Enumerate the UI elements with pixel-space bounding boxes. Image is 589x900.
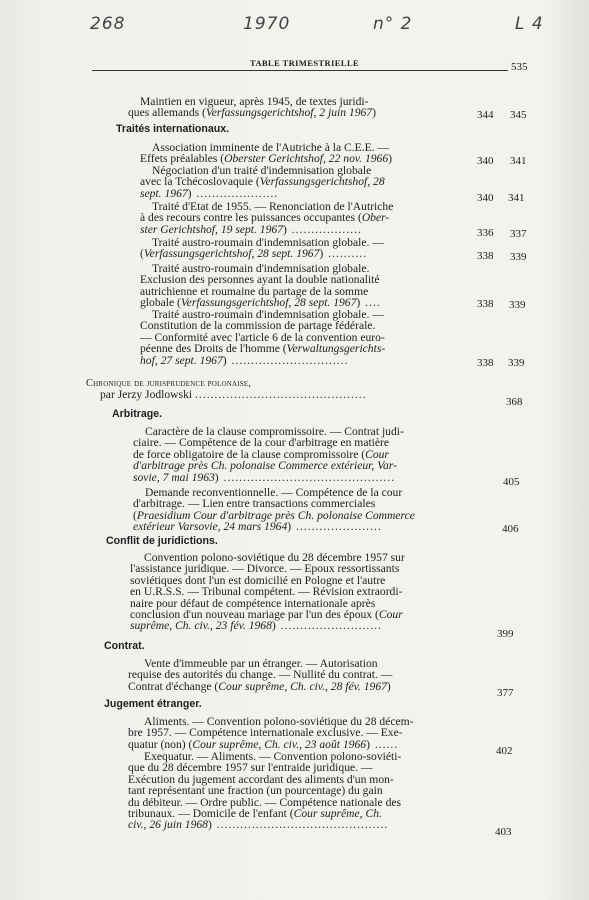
index-entry: Exequatur. — Aliments. — Convention polono-soviéti- que du 28 décembre 1957 sur l'entraide juridique. — Exécution du jugement accordant des aliments d'un mon- tant représentant une fraction (un pourcentage) du gain du débiteur. — Ordre public. — Compétence nationale des tribunaux. — Domicile de l'enfant (Cour suprême, Ch. civ., 26 juin 1968) ............................................ [128, 750, 402, 832]
index-entry: Demande reconventionnelle. — Compétence de la cour d'arbitrage. — Lien entre transactions commerciales (Praesidium Cour d'arbitrage près Ch. polonaise Commerce extérieur Varsovie, 24 mars 1964) ...................... [133, 486, 415, 534]
index-entry: Caractère de la clause compromissoire. — Contrat judi- ciaire. — Compétence de la cour d'arbitrage en matière de force obligatoire de la clause compromissoire (Cour d'arbitrage près Ch. polonaise Commerce extérieur, Var- sovie, 7 mai 1963) ............................................ [133, 425, 404, 484]
page-ref: 341 [510, 155, 527, 167]
index-entry: Traité d'Etat de 1955. — Renonciation de l'Autriche à des recours contre les puissances occupantes (Ober- ster Gerichtshof, 19 sept. 1967) .................. [140, 200, 394, 236]
page-ref: 377 [497, 687, 514, 699]
index-entry: Association imminente de l'Autriche à la C.E.E. — Effets préalables (Oberster Gerichtshof, 22 nov. 1966) [140, 141, 393, 166]
page-ref: 405 [503, 476, 520, 488]
handwritten-note-number: n° 2 [373, 14, 413, 34]
index-entry: Maintien en vigueur, après 1945, de textes juridi- ques allemands (Verfassungsgerichtshof, 2 juin 1967) [128, 95, 376, 120]
index-entry: Traité austro-roumain d'indemnisation globale. — Constitution de la commission de partage fédérale. — Conformité avec l'article 6 de la convention euro- péenne des Droits de l'homme (Verwaltungsgerichts- hof, 27 sept. 1967) .............................. [140, 308, 386, 367]
page-ref: 339 [509, 299, 526, 311]
page-number: 535 [511, 61, 528, 73]
page-ref: 337 [510, 228, 527, 240]
page-ref: 345 [510, 109, 527, 121]
index-entry: Vente d'immeuble par un étranger. — Autorisation requise des autorités du change. — Nullité du contrat. — Contrat d'échange (Cour suprême, Ch. civ., 28 fév. 1967) [128, 657, 393, 693]
page-ref: 406 [502, 523, 519, 535]
subheading: Conflit de juridictions. [106, 535, 218, 547]
page-ref: 344 [477, 109, 494, 121]
subheading: Arbitrage. [112, 408, 163, 420]
page-ref: 402 [496, 745, 513, 757]
page-ref: 336 [477, 227, 494, 239]
page-ref: 341 [508, 192, 525, 204]
handwritten-note-left: 268 [90, 14, 126, 34]
index-entry: Traité austro-roumain d'indemnisation globale. Exclusion des personnes ayant la double nationalité autrichienne et roumaine du partage de la somme globale (Verfassungsgerichtshof, 28 sept. 1967) .... [140, 262, 381, 310]
page-ref: 403 [495, 826, 512, 838]
page-ref: 340 [477, 155, 494, 167]
subheading: Traités internationaux. [116, 123, 230, 135]
index-entry: Convention polono-soviétique du 28 décembre 1957 sur l'assistance juridique. — Divorce. — Epoux ressortissants soviétiques dont l'un est domicilié en Pologne et l'autre en U.R.S.S. — Tribunal compétent. — Révision extraordi- naire pour défaut de compétence internationale après conclusion d'un nouveau mariage par l'un des époux (Cour suprême, Ch. civ., 23 fév. 1968) .......................... [130, 551, 405, 633]
page-ref: 338 [477, 298, 494, 310]
section-heading: Chronique de jurisprudence polonaise, par Jerzy Jodlowski ............................................ [86, 378, 367, 402]
handwritten-note-year: 1970 [243, 14, 291, 34]
page-ref: 399 [497, 628, 514, 640]
handwritten-note-right: L 4 [515, 14, 544, 34]
running-head: TABLE TRIMESTRIELLE [250, 58, 360, 68]
page-ref: 338 [477, 357, 494, 369]
page-ref: 339 [508, 357, 525, 369]
page-ref: 340 [477, 192, 494, 204]
page-ref: 338 [477, 250, 494, 262]
index-entry: Aliments. — Convention polono-soviétique du 28 décem- bre 1957. — Compétence internationale exclusive. — Exe- quatur (non) (Cour suprême, Ch. civ., 23 août 1966) ...... [128, 715, 414, 751]
index-entry: Traité austro-roumain d'indemnisation globale. — (Verfassungsgerichtshof, 28 sept. 1967) .......... [140, 236, 384, 261]
page-ref: 368 [506, 396, 523, 408]
subheading: Jugement étranger. [104, 698, 202, 710]
subheading: Contrat. [104, 640, 145, 652]
index-entry: Négociation d'un traité d'indemnisation globale avec la Tchécoslovaquie (Verfassungsgerichtshof, 28 sept. 1967) ..................... [140, 164, 385, 200]
page-ref: 339 [510, 251, 527, 263]
